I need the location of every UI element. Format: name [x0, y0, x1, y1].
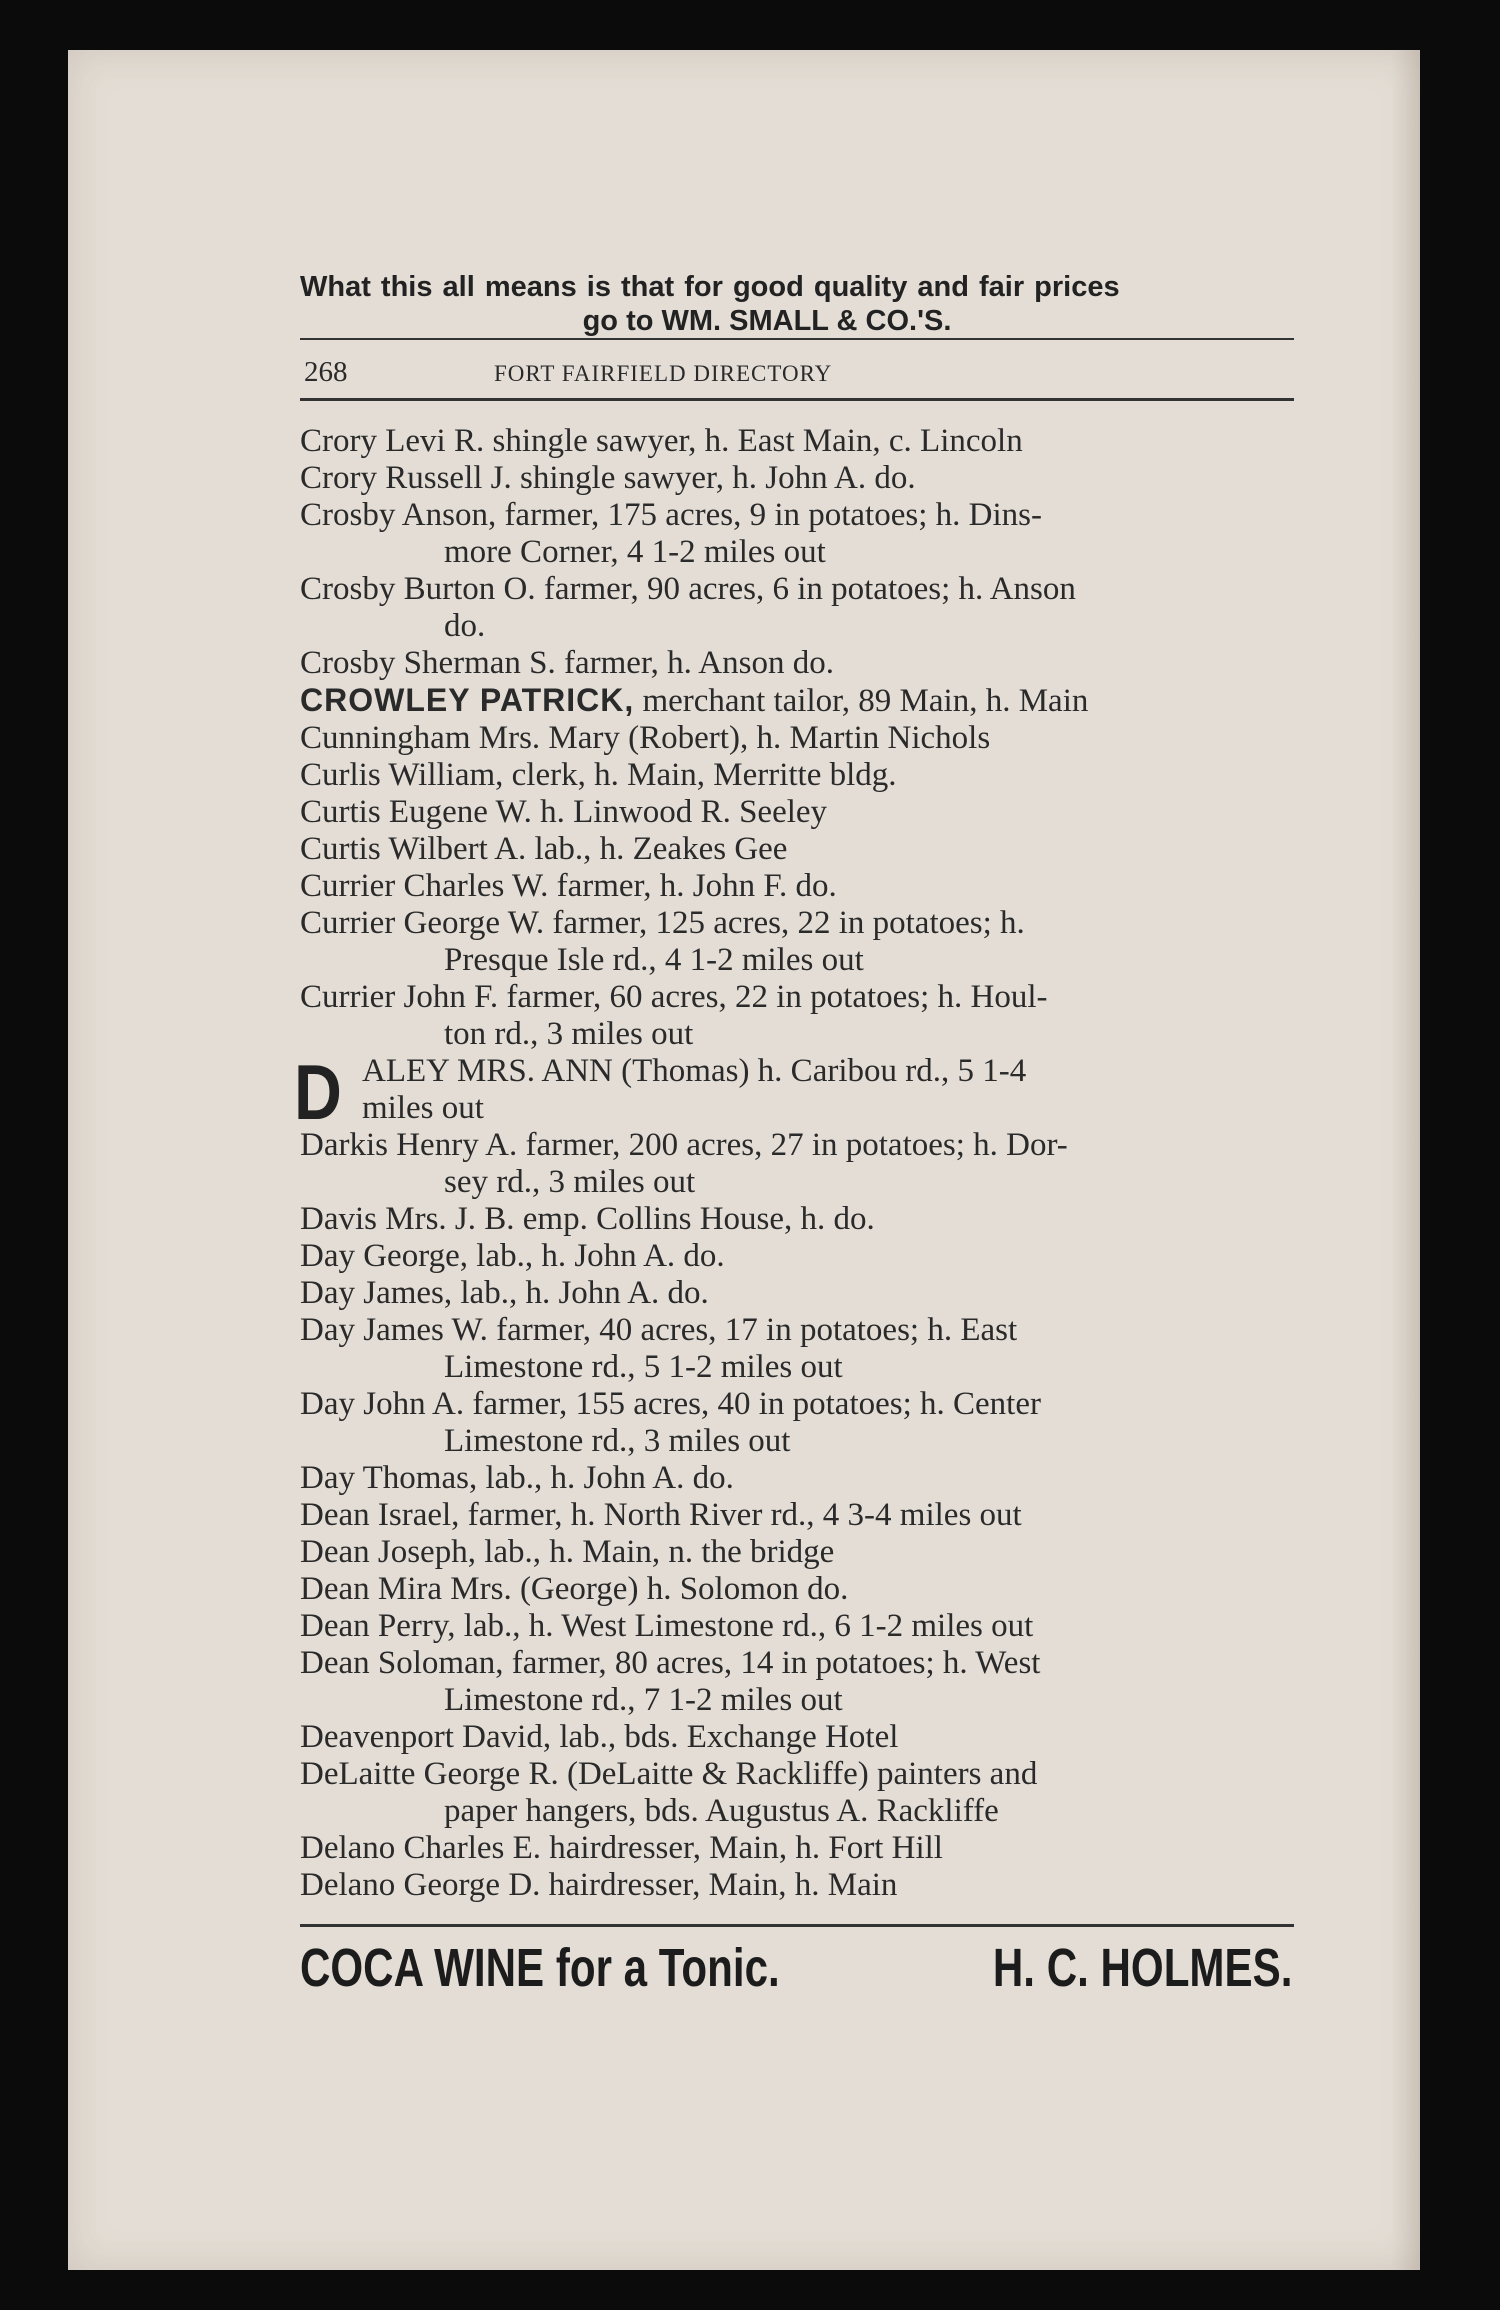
directory-entry — [300, 831, 1294, 868]
directory-entry — [300, 571, 1294, 645]
directory-entry — [300, 1238, 1294, 1275]
entry-first-line: Day James, lab., h. John A. do. — [300, 1275, 709, 1311]
entry-first-line: Darkis Henry A. farmer, 200 acres, 27 in potatoes; h. Dor- — [300, 1127, 1068, 1163]
directory-entry — [300, 1830, 1294, 1867]
entry-first-line: Crory Russell J. shingle sawyer, h. John A. do. — [300, 460, 916, 496]
entry-first-line: Day Thomas, lab., h. John A. do. — [300, 1460, 734, 1496]
entry-continuation-line: Presque Isle rd., 4 1-2 miles out — [444, 942, 864, 978]
footer-ad-left: COCA WINE for a Tonic. — [300, 1938, 780, 1998]
directory-entry — [300, 460, 1294, 497]
entry-continuation-line: paper hangers, bds. Augustus A. Rackliffe — [444, 1793, 999, 1829]
entry-continuation-line: sey rd., 3 miles out — [444, 1164, 696, 1200]
directory-entry — [300, 682, 1294, 720]
top-advertisement — [300, 270, 1294, 338]
entry-first-line: Dean Joseph, lab., h. Main, n. the bridge — [300, 1534, 835, 1570]
drop-cap-letter: D — [294, 1048, 342, 1136]
entry-continuation-line: Limestone rd., 5 1-2 miles out — [444, 1349, 843, 1385]
directory-entry — [300, 1534, 1294, 1571]
entry-continuation-line: ton rd., 3 miles out — [444, 1016, 694, 1052]
directory-entry — [300, 423, 1294, 460]
entry-text: merchant tailor, 89 Main, h. Main — [634, 683, 1089, 719]
running-title: FORT FAIRFIELD DIRECTORY — [494, 361, 833, 386]
directory-entry — [300, 1127, 1294, 1201]
directory-entry — [300, 1386, 1294, 1460]
directory-entry — [300, 1201, 1294, 1238]
entry-continuation-line: do. — [444, 608, 486, 644]
entry-first-line — [300, 682, 1294, 720]
header-top-rule — [300, 338, 1294, 340]
entry-first-line: Delano George D. hairdresser, Main, h. Main — [300, 1867, 898, 1903]
directory-entry — [300, 1312, 1294, 1386]
directory-entry — [300, 720, 1294, 757]
entry-continuation-line: miles out — [362, 1090, 484, 1126]
directory-entry — [300, 979, 1294, 1053]
entry-first-line: Crosby Sherman S. farmer, h. Anson do. — [300, 645, 834, 681]
entry-first-line: Dean Soloman, farmer, 80 acres, 14 in potatoes; h. West — [300, 1645, 1041, 1681]
page-number: 268 — [304, 356, 348, 388]
top-ad-line-1: What this all means is that for good quality and fair prices — [300, 271, 1120, 303]
running-header — [300, 346, 1294, 398]
directory-entry — [300, 905, 1294, 979]
entry-bold-name: CROWLEY PATRICK, — [300, 682, 635, 718]
directory-entry — [294, 1048, 1294, 1136]
entry-first-line: Curtis Eugene W. h. Linwood R. Seeley — [300, 794, 828, 830]
footer-advertisement — [300, 1937, 1292, 1999]
entry-first-line: Davis Mrs. J. B. emp. Collins House, h. do. — [300, 1201, 875, 1237]
directory-entry — [300, 1571, 1294, 1608]
entry-first-line: DeLaitte George R. (DeLaitte & Rackliffe) painters and — [300, 1756, 1038, 1792]
entry-first-line: Currier George W. farmer, 125 acres, 22 in potatoes; h. — [300, 905, 1025, 941]
entry-first-line: ALEY MRS. ANN (Thomas) h. Caribou rd., 5 1-4 — [362, 1053, 1027, 1089]
directory-page — [68, 50, 1420, 2270]
entry-first-line: Day George, lab., h. John A. do. — [300, 1238, 725, 1274]
directory-entry — [300, 1719, 1294, 1756]
directory-entry — [300, 1756, 1294, 1830]
entry-first-line: Day John A. farmer, 155 acres, 40 in potatoes; h. Center — [300, 1386, 1041, 1422]
directory-entry — [300, 757, 1294, 794]
entry-first-line: Currier Charles W. farmer, h. John F. do. — [300, 868, 837, 904]
page-content — [294, 270, 1294, 1999]
entry-first-line: Dean Perry, lab., h. West Limestone rd., 6 1-2 miles out — [300, 1608, 1034, 1644]
entry-first-line: Day James W. farmer, 40 acres, 17 in potatoes; h. East — [300, 1312, 1018, 1348]
entry-first-line: Currier John F. farmer, 60 acres, 22 in potatoes; h. Houl- — [300, 979, 1048, 1015]
entry-first-line: Curtis Wilbert A. lab., h. Zeakes Gee — [300, 831, 788, 867]
directory-entry — [300, 1460, 1294, 1497]
entry-first-line: Deavenport David, lab., bds. Exchange Hotel — [300, 1719, 899, 1755]
entry-first-line: Cunningham Mrs. Mary (Robert), h. Martin Nichols — [300, 720, 991, 756]
page-edge-shadow — [1392, 50, 1420, 2270]
directory-entry — [300, 1497, 1294, 1534]
entry-continuation-line: more Corner, 4 1-2 miles out — [444, 534, 826, 570]
entry-first-line: Dean Israel, farmer, h. North River rd., 4 3-4 miles out — [300, 1497, 1022, 1533]
entry-continuation-line: Limestone rd., 3 miles out — [444, 1423, 791, 1459]
footer-ad-right: H. C. HOLMES. — [992, 1938, 1293, 1998]
directory-entry — [300, 1645, 1294, 1719]
directory-entry — [300, 645, 1294, 682]
entry-first-line: Curlis William, clerk, h. Main, Merritte bldg. — [300, 757, 897, 793]
entry-first-line: Delano Charles E. hairdresser, Main, h. Fort Hill — [300, 1830, 943, 1866]
top-ad-line-2: go to WM. SMALL & CO.'S. — [582, 305, 952, 337]
entry-first-line: Crosby Burton O. farmer, 90 acres, 6 in potatoes; h. Anson — [300, 571, 1076, 607]
directory-entry — [300, 1608, 1294, 1645]
entry-continuation-line: Limestone rd., 7 1-2 miles out — [444, 1682, 843, 1718]
entry-first-line: Crory Levi R. shingle sawyer, h. East Main, c. Lincoln — [300, 423, 1023, 459]
directory-entries — [294, 423, 1294, 1904]
directory-entry — [300, 794, 1294, 831]
entry-first-line: Dean Mira Mrs. (George) h. Solomon do. — [300, 1571, 849, 1607]
directory-entry — [300, 497, 1294, 571]
footer-rule — [300, 1924, 1294, 1927]
directory-entry — [300, 1867, 1294, 1904]
directory-entry — [300, 868, 1294, 905]
entry-first-line: Crosby Anson, farmer, 175 acres, 9 in potatoes; h. Dins- — [300, 497, 1042, 533]
directory-entry — [300, 1275, 1294, 1312]
